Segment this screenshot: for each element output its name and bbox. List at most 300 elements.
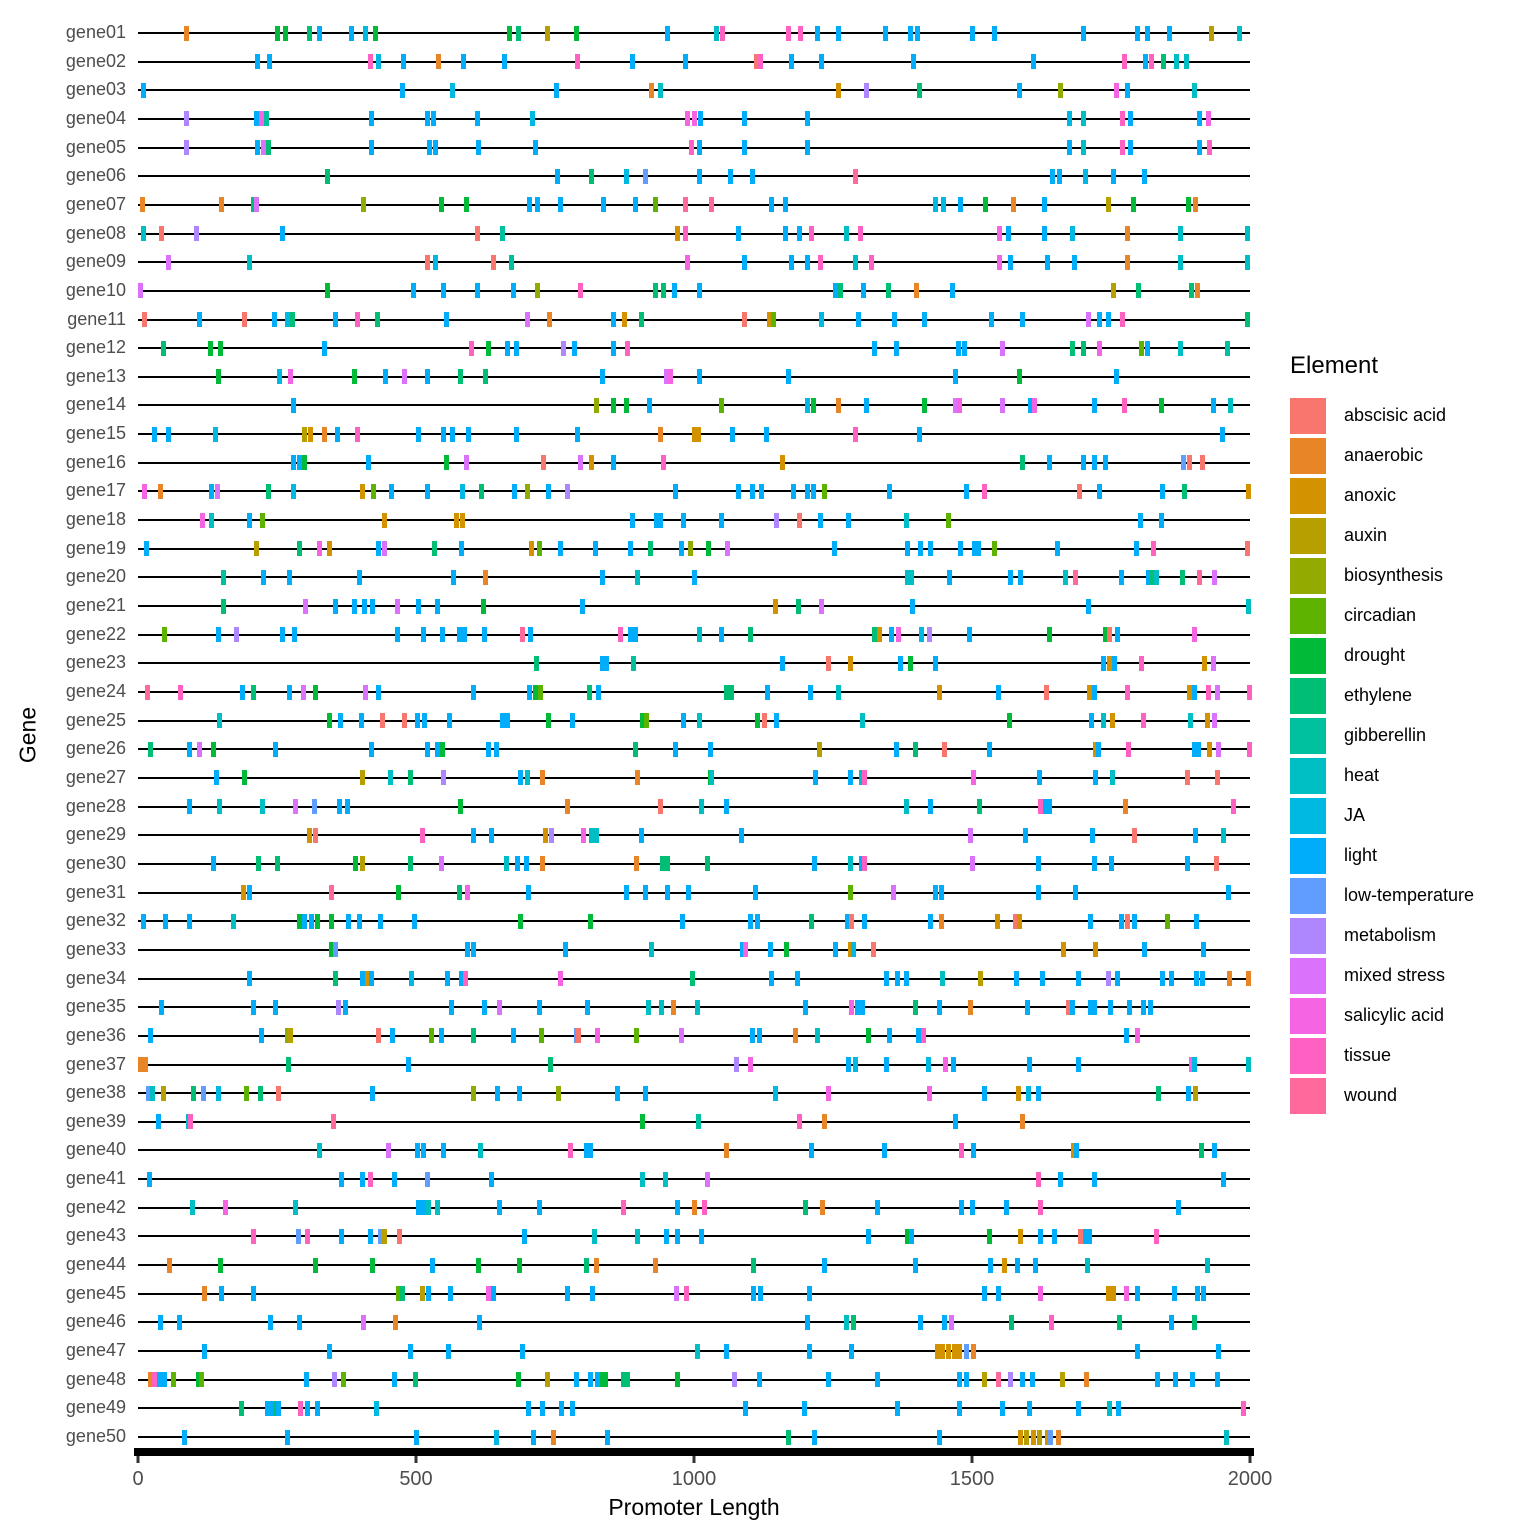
element-tick-heat [1224, 1430, 1229, 1445]
element-tick-mixed-stress [363, 685, 368, 700]
gene-line [138, 1436, 1250, 1438]
legend-item-mixed-stress [1290, 956, 1474, 995]
x-tick [137, 1456, 140, 1463]
element-tick-light [947, 570, 952, 585]
element-tick-auxin [1060, 1372, 1065, 1387]
element-tick-anoxic [460, 513, 465, 528]
element-tick-heat [853, 255, 858, 270]
element-tick-light [1185, 856, 1190, 871]
element-tick-light [304, 1372, 309, 1387]
element-tick-heat [904, 513, 909, 528]
gene-label: gene23 [65, 652, 126, 673]
element-tick-light [287, 685, 292, 700]
element-tick-tissue [1120, 111, 1125, 126]
element-tick-anaerobic [483, 570, 488, 585]
element-tick-light [1067, 140, 1072, 155]
element-tick-light [489, 1172, 494, 1187]
element-tick-heat [478, 1143, 483, 1158]
gene-label: gene15 [65, 423, 126, 444]
element-tick-auxin [545, 1372, 550, 1387]
element-tick-gibberellin [509, 255, 514, 270]
element-tick-light [866, 1229, 871, 1244]
element-tick-light [875, 1372, 880, 1387]
element-tick-ethylene [483, 369, 488, 384]
legend-swatch [1290, 958, 1326, 994]
element-tick-ethylene [1192, 1315, 1197, 1330]
element-tick-light [918, 1315, 923, 1330]
element-tick-heat [635, 1229, 640, 1244]
element-tick-salicylic-acid [595, 1028, 600, 1043]
element-tick-heat [904, 799, 909, 814]
element-tick-light [593, 541, 598, 556]
element-tick-anaerobic [1011, 197, 1016, 212]
element-tick-auxin [161, 1086, 166, 1101]
element-tick-drought [611, 398, 616, 413]
element-tick-light [988, 1258, 993, 1273]
element-tick-circadian [719, 398, 724, 413]
element-tick-tissue [786, 26, 791, 41]
element-tick-light [1036, 1086, 1041, 1101]
element-tick-anaerobic [594, 1258, 599, 1273]
element-tick-light [719, 627, 724, 642]
legend-item-salicylic-acid [1290, 996, 1474, 1035]
element-tick-salicylic-acid [1032, 398, 1037, 413]
element-tick-light [297, 1315, 302, 1330]
element-tick-light [909, 1229, 914, 1244]
element-tick-light [528, 627, 533, 642]
element-tick-light [477, 1315, 482, 1330]
element-tick-light [959, 1200, 964, 1215]
element-tick-heat [1188, 713, 1193, 728]
element-tick-light [159, 1000, 164, 1015]
gene-label: gene38 [65, 1082, 126, 1103]
element-tick-light [1201, 1286, 1206, 1301]
element-tick-heat [260, 799, 265, 814]
element-tick-light [673, 742, 678, 757]
element-tick-metabolism [561, 341, 566, 356]
element-tick-abscisic-acid [658, 799, 663, 814]
element-tick-light [862, 914, 867, 929]
element-tick-light [860, 1000, 865, 1015]
gene-label: gene11 [67, 308, 126, 329]
element-tick-light [1115, 971, 1120, 986]
element-tick-anoxic [1093, 942, 1098, 957]
element-tick-light [933, 885, 938, 900]
element-tick-heat [231, 914, 236, 929]
element-tick-tissue [661, 455, 666, 470]
gene-label: gene19 [65, 537, 126, 558]
element-tick-drought [908, 656, 913, 671]
element-tick-light [967, 627, 972, 642]
element-tick-light [555, 169, 560, 184]
element-tick-drought [315, 914, 320, 929]
element-tick-light [575, 427, 580, 442]
element-tick-light [1025, 1000, 1030, 1015]
element-tick-abscisic-acid [491, 255, 496, 270]
element-tick-tissue [818, 255, 823, 270]
element-tick-anoxic [360, 484, 365, 499]
element-tick-salicylic-acid [259, 111, 264, 126]
element-tick-anoxic [696, 427, 701, 442]
gene-line [138, 1121, 1250, 1123]
element-tick-light [451, 570, 456, 585]
element-tick-mixed-stress [301, 685, 306, 700]
element-tick-gibberellin [631, 656, 636, 671]
element-tick-anoxic [529, 541, 534, 556]
element-tick-light [297, 455, 302, 470]
element-tick-ethylene [333, 971, 338, 986]
element-tick-light [1033, 1258, 1038, 1273]
element-tick-light [673, 484, 678, 499]
element-tick-heat [909, 570, 914, 585]
legend [1290, 352, 1474, 1116]
element-tick-light [421, 627, 426, 642]
element-tick-anaerobic [540, 770, 545, 785]
element-tick-drought [866, 1028, 871, 1043]
element-tick-light [861, 283, 866, 298]
element-tick-drought [242, 770, 247, 785]
element-tick-ethylene [458, 369, 463, 384]
gene-line [138, 720, 1250, 722]
element-tick-light [750, 484, 755, 499]
element-tick-biosynthesis [1058, 83, 1063, 98]
element-tick-light [389, 484, 394, 499]
element-tick-light [415, 713, 420, 728]
element-tick-light [1031, 54, 1036, 69]
element-tick-light [1092, 1172, 1097, 1187]
gene-label: gene06 [65, 165, 126, 186]
element-tick-drought [327, 713, 332, 728]
element-tick-metabolism [864, 83, 869, 98]
element-tick-mixed-stress [386, 1143, 391, 1158]
element-tick-circadian [634, 1028, 639, 1043]
element-tick-ethylene [1136, 283, 1141, 298]
element-tick-JA [433, 255, 438, 270]
legend-swatch [1290, 918, 1326, 954]
element-tick-light [362, 599, 367, 614]
element-tick-light [565, 1286, 570, 1301]
element-tick-light [811, 484, 816, 499]
element-tick-light [795, 971, 800, 986]
element-tick-light [664, 1229, 669, 1244]
element-tick-light [1070, 1000, 1075, 1015]
element-tick-anoxic [589, 455, 594, 470]
element-tick-light [805, 140, 810, 155]
legend-swatch [1290, 638, 1326, 674]
element-tick-salicylic-acid [558, 971, 563, 986]
element-tick-light [339, 1172, 344, 1187]
element-tick-light [216, 627, 221, 642]
element-tick-light [780, 656, 785, 671]
gene-line [138, 376, 1250, 378]
element-tick-mixed-stress [497, 1000, 502, 1015]
element-tick-abscisic-acid [826, 656, 831, 671]
gene-line [138, 519, 1250, 521]
element-tick-circadian [429, 1028, 434, 1043]
element-tick-light [425, 484, 430, 499]
element-tick-biosynthesis [556, 1086, 561, 1101]
element-tick-light [769, 971, 774, 986]
element-tick-tissue [368, 1172, 373, 1187]
element-tick-tissue [684, 1286, 689, 1301]
gene-label: gene01 [65, 22, 126, 43]
element-tick-tissue [355, 312, 360, 327]
element-tick-low-temperature [333, 942, 338, 957]
element-tick-ethylene [256, 856, 261, 871]
element-tick-light [1226, 885, 1231, 900]
element-tick-light [815, 26, 820, 41]
element-tick-light [808, 685, 813, 700]
element-tick-light [411, 283, 416, 298]
legend-item-anaerobic [1290, 436, 1474, 475]
element-tick-abscisic-acid [1215, 770, 1220, 785]
element-tick-ethylene [290, 312, 295, 327]
gene-line [138, 777, 1250, 779]
element-tick-ethylene [796, 599, 801, 614]
element-tick-light [482, 627, 487, 642]
element-tick-abscisic-acid [1125, 914, 1130, 929]
element-tick-light [958, 541, 963, 556]
element-tick-mixed-stress [382, 541, 387, 556]
element-tick-JA [805, 398, 810, 413]
element-tick-gibberellin [264, 111, 269, 126]
element-tick-ethylene [803, 1200, 808, 1215]
element-tick-light [724, 1344, 729, 1359]
element-tick-abscisic-acid [402, 713, 407, 728]
gene-label: gene04 [65, 108, 126, 129]
element-tick-wound [996, 1372, 1001, 1387]
element-tick-heat [1205, 1258, 1210, 1273]
element-tick-heat [1107, 1401, 1112, 1416]
element-tick-auxin [1193, 1086, 1198, 1101]
element-tick-abscisic-acid [1200, 455, 1205, 470]
element-tick-light [414, 1430, 419, 1445]
element-tick-light [401, 54, 406, 69]
element-tick-ethylene [1180, 570, 1185, 585]
element-tick-light [1194, 914, 1199, 929]
element-tick-light [489, 828, 494, 843]
element-tick-light [630, 54, 635, 69]
element-tick-salicylic-acid [1192, 627, 1197, 642]
element-tick-mixed-stress [166, 255, 171, 270]
element-tick-anaerobic [1125, 255, 1130, 270]
legend-item-drought [1290, 636, 1474, 675]
element-tick-salicylic-acid [1135, 1028, 1140, 1043]
element-tick-circadian [946, 513, 951, 528]
element-tick-auxin [1106, 197, 1111, 212]
element-tick-light [574, 1372, 579, 1387]
element-tick-ethylene [729, 685, 734, 700]
element-tick-light [739, 828, 744, 843]
element-tick-drought [516, 1372, 521, 1387]
element-tick-light [416, 427, 421, 442]
element-tick-heat [594, 828, 599, 843]
legend-item-circadian [1290, 596, 1474, 635]
element-tick-tissue [1126, 742, 1131, 757]
element-tick-mixed-stress [1212, 713, 1217, 728]
x-axis-line [134, 1448, 1254, 1456]
legend-item-JA [1290, 796, 1474, 835]
element-tick-tissue [921, 1028, 926, 1043]
element-tick-mixed-stress [1000, 398, 1005, 413]
element-tick-light [148, 1028, 153, 1043]
element-tick-light [887, 484, 892, 499]
element-tick-tissue [568, 1143, 573, 1158]
element-tick-light [786, 369, 791, 384]
legend-title: Element [1290, 352, 1379, 379]
element-tick-mixed-stress [402, 369, 407, 384]
element-tick-drought [329, 914, 334, 929]
element-tick-light [291, 398, 296, 413]
element-tick-light [219, 1286, 224, 1301]
element-tick-light [904, 971, 909, 986]
element-tick-anaerobic [167, 1258, 172, 1273]
element-tick-anoxic [308, 427, 313, 442]
element-tick-light [505, 713, 510, 728]
element-tick-light [1135, 26, 1140, 41]
element-tick-ethylene [1161, 54, 1166, 69]
element-tick-light [600, 570, 605, 585]
element-tick-wound [145, 685, 150, 700]
element-tick-anoxic [1002, 1258, 1007, 1273]
element-tick-light [531, 1430, 536, 1445]
element-tick-mixed-stress [679, 1028, 684, 1043]
element-tick-light [698, 111, 703, 126]
element-tick-anaerobic [140, 197, 145, 212]
element-tick-abscisic-acid [425, 255, 430, 270]
gene-label: gene21 [65, 595, 126, 616]
element-tick-light [1020, 1372, 1025, 1387]
element-tick-light [268, 1315, 273, 1330]
legend-swatch [1290, 1078, 1326, 1114]
x-axis-title: Promoter Length [608, 1494, 780, 1520]
element-tick-light [724, 799, 729, 814]
element-tick-light [937, 1430, 942, 1445]
gene-label: gene24 [65, 681, 126, 702]
element-tick-anoxic [940, 1344, 945, 1359]
gene-label: gene36 [65, 1024, 126, 1045]
element-tick-salicylic-acid [685, 255, 690, 270]
element-tick-light [908, 26, 913, 41]
element-tick-salicylic-acid [927, 1086, 932, 1101]
element-tick-abscisic-acid [1044, 685, 1049, 700]
element-tick-ethylene [408, 770, 413, 785]
element-tick-circadian [1165, 914, 1170, 929]
element-tick-circadian [653, 197, 658, 212]
element-tick-tissue [578, 283, 583, 298]
element-tick-light [1186, 1086, 1191, 1101]
element-tick-ethylene [851, 1315, 856, 1330]
element-tick-circadian [822, 484, 827, 499]
element-tick-light [996, 1286, 1001, 1301]
element-tick-tissue [625, 341, 630, 356]
element-tick-light [273, 1000, 278, 1015]
element-tick-light [889, 627, 894, 642]
element-tick-anaerobic [968, 1000, 973, 1015]
element-tick-light [1155, 1372, 1160, 1387]
element-tick-light [748, 914, 753, 929]
element-tick-heat [844, 226, 849, 241]
element-tick-ethylene [516, 26, 521, 41]
element-tick-light [1000, 1401, 1005, 1416]
element-tick-drought [370, 1258, 375, 1273]
element-tick-light [369, 111, 374, 126]
element-tick-mixed-stress [1211, 656, 1216, 671]
element-tick-light [1128, 111, 1133, 126]
element-tick-JA [494, 1430, 499, 1445]
element-tick-auxin [360, 770, 365, 785]
element-tick-light [1190, 1372, 1195, 1387]
element-tick-light [141, 914, 146, 929]
element-tick-light [202, 1344, 207, 1359]
element-tick-tissue [982, 484, 987, 499]
element-tick-light [742, 255, 747, 270]
element-tick-salicylic-acid [743, 942, 748, 957]
element-tick-mixed-stress [197, 742, 202, 757]
element-tick-light [444, 312, 449, 327]
legend-swatch [1290, 758, 1326, 794]
element-tick-anoxic [877, 627, 882, 642]
element-tick-drought [706, 541, 711, 556]
element-tick-drought [922, 398, 927, 413]
legend-item-light [1290, 836, 1474, 875]
element-tick-tissue [618, 627, 623, 642]
element-tick-auxin [545, 26, 550, 41]
legend-swatch [1290, 398, 1326, 434]
element-tick-light [708, 742, 713, 757]
element-tick-drought [353, 856, 358, 871]
element-tick-tissue [1122, 54, 1127, 69]
element-tick-light [1038, 1229, 1043, 1244]
element-tick-drought [458, 799, 463, 814]
element-tick-light [335, 427, 340, 442]
element-tick-drought [518, 914, 523, 929]
gene-label: gene42 [65, 1196, 126, 1217]
element-tick-anoxic [995, 914, 1000, 929]
element-tick-biosynthesis [688, 541, 693, 556]
element-tick-light [764, 427, 769, 442]
element-tick-light [1212, 1143, 1217, 1158]
element-tick-light [753, 885, 758, 900]
element-tick-light [846, 1057, 851, 1072]
element-tick-anaerobic [1020, 1114, 1025, 1129]
element-tick-salicylic-acid [288, 369, 293, 384]
element-tick-light [1036, 856, 1041, 871]
element-tick-light [826, 1372, 831, 1387]
element-tick-ethylene [239, 1401, 244, 1416]
element-tick-circadian [341, 1372, 346, 1387]
element-tick-light [697, 369, 702, 384]
element-tick-anaerobic [393, 1315, 398, 1330]
element-tick-ethylene [432, 541, 437, 556]
legend-swatch [1290, 478, 1326, 514]
element-tick-drought [481, 599, 486, 614]
element-tick-light [570, 713, 575, 728]
element-tick-light [958, 197, 963, 212]
element-tick-tissue [683, 226, 688, 241]
element-tick-heat [1063, 570, 1068, 585]
element-tick-light [247, 971, 252, 986]
element-tick-light [872, 341, 877, 356]
element-tick-anoxic [1031, 1430, 1036, 1445]
element-tick-light [471, 828, 476, 843]
element-tick-anoxic [1207, 742, 1212, 757]
element-tick-anaerobic [143, 1057, 148, 1072]
element-tick-light [957, 1401, 962, 1416]
element-tick-circadian [771, 312, 776, 327]
element-tick-light [197, 312, 202, 327]
element-tick-ethylene [297, 541, 302, 556]
